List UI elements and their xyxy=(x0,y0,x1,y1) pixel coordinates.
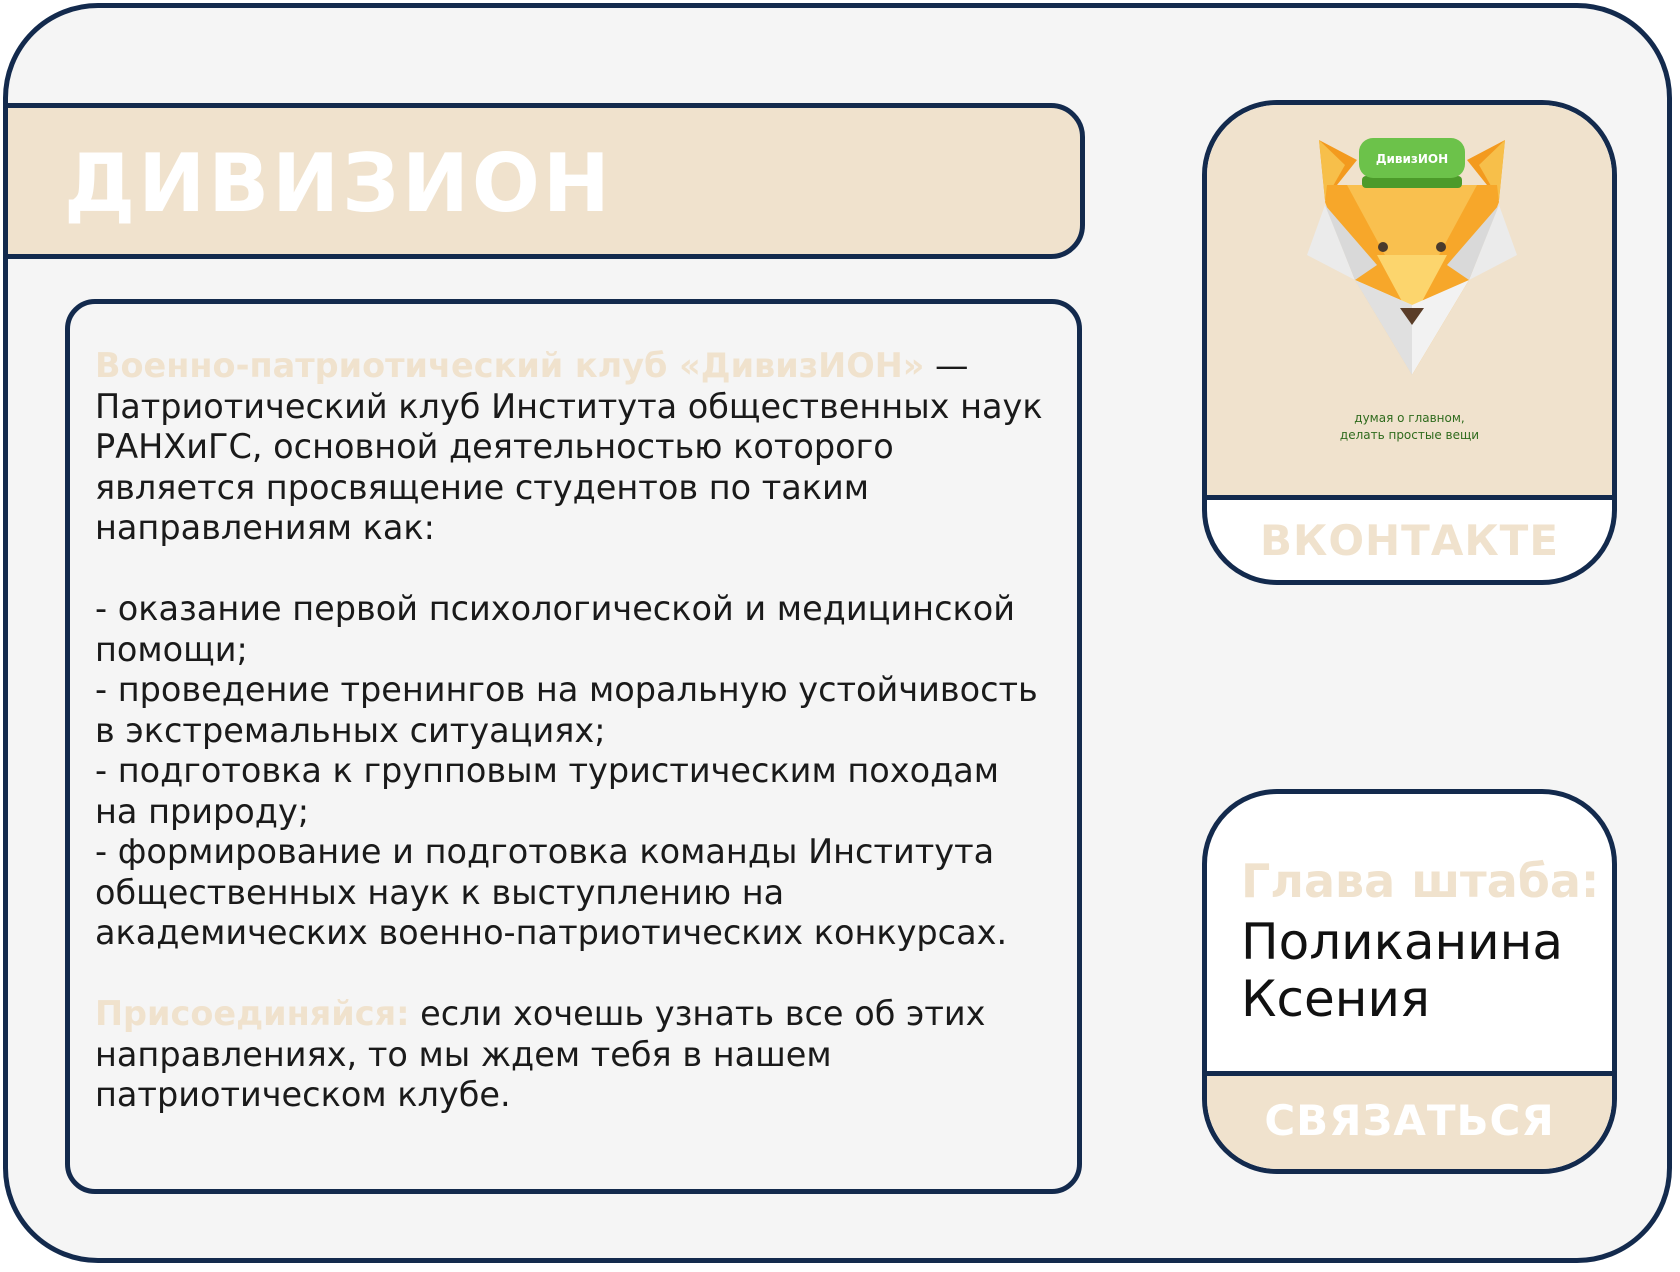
head-role-label: Глава штаба: xyxy=(1241,854,1600,908)
list-item: - формирование и подготовка команды Института общественных наук к выступлению на академических военно-патриотических конкурсах. xyxy=(95,832,1008,952)
slogan-line: делать простые вещи xyxy=(1339,428,1480,442)
list-item: - подготовка к групповым туристическим походам на природу; xyxy=(95,751,1000,831)
club-name-highlight: Военно-патриотический клуб «ДивизИОН» xyxy=(95,346,925,385)
join-paragraph xyxy=(95,994,1045,1116)
paragraph-gap xyxy=(95,954,1045,995)
list-item: - оказание первой психологической и медицинской помощи; xyxy=(95,589,1016,669)
head-name: Поликанина Ксения xyxy=(1241,913,1563,1028)
intro-text: — Патриотический клуб Института общественных наук РАНХиГС, основной деятельностью которого является просвящение студентов по таким направлениям как: xyxy=(95,346,1043,547)
slogan-line: думая о главном, xyxy=(1354,411,1465,425)
cap-logo-text: ДивизИОН xyxy=(1375,152,1449,166)
club-card xyxy=(3,3,1672,1263)
join-highlight: Присоединяйся: xyxy=(95,994,410,1033)
fox-icon xyxy=(1207,105,1612,405)
contact-button-label: СВЯЗАТЬСЯ xyxy=(1264,1096,1555,1145)
card-divider xyxy=(1207,495,1612,500)
list-item: - проведение тренингов на моральную устойчивость в экстремальных ситуациях; xyxy=(95,670,1038,750)
join-text: если хочешь узнать все об этих направлениях, то мы ждем тебя в нашем патриотическом клубе. xyxy=(95,994,986,1114)
fox-right-eye xyxy=(1436,242,1446,252)
contact-button[interactable] xyxy=(1207,1076,1612,1169)
fox-left-eye xyxy=(1378,242,1388,252)
description-panel xyxy=(65,299,1082,1194)
intro-paragraph xyxy=(95,346,1045,549)
slogan xyxy=(1207,410,1612,444)
title-banner xyxy=(3,103,1085,259)
paragraph-gap xyxy=(95,549,1045,590)
head-card xyxy=(1202,789,1617,1174)
vk-link[interactable]: ВКОНТАКТЕ xyxy=(1259,516,1560,565)
page-title: ДИВИЗИОН xyxy=(64,137,613,230)
vk-card[interactable] xyxy=(1202,100,1617,585)
description-text xyxy=(95,346,1045,1116)
vk-logo-image[interactable] xyxy=(1207,105,1612,495)
